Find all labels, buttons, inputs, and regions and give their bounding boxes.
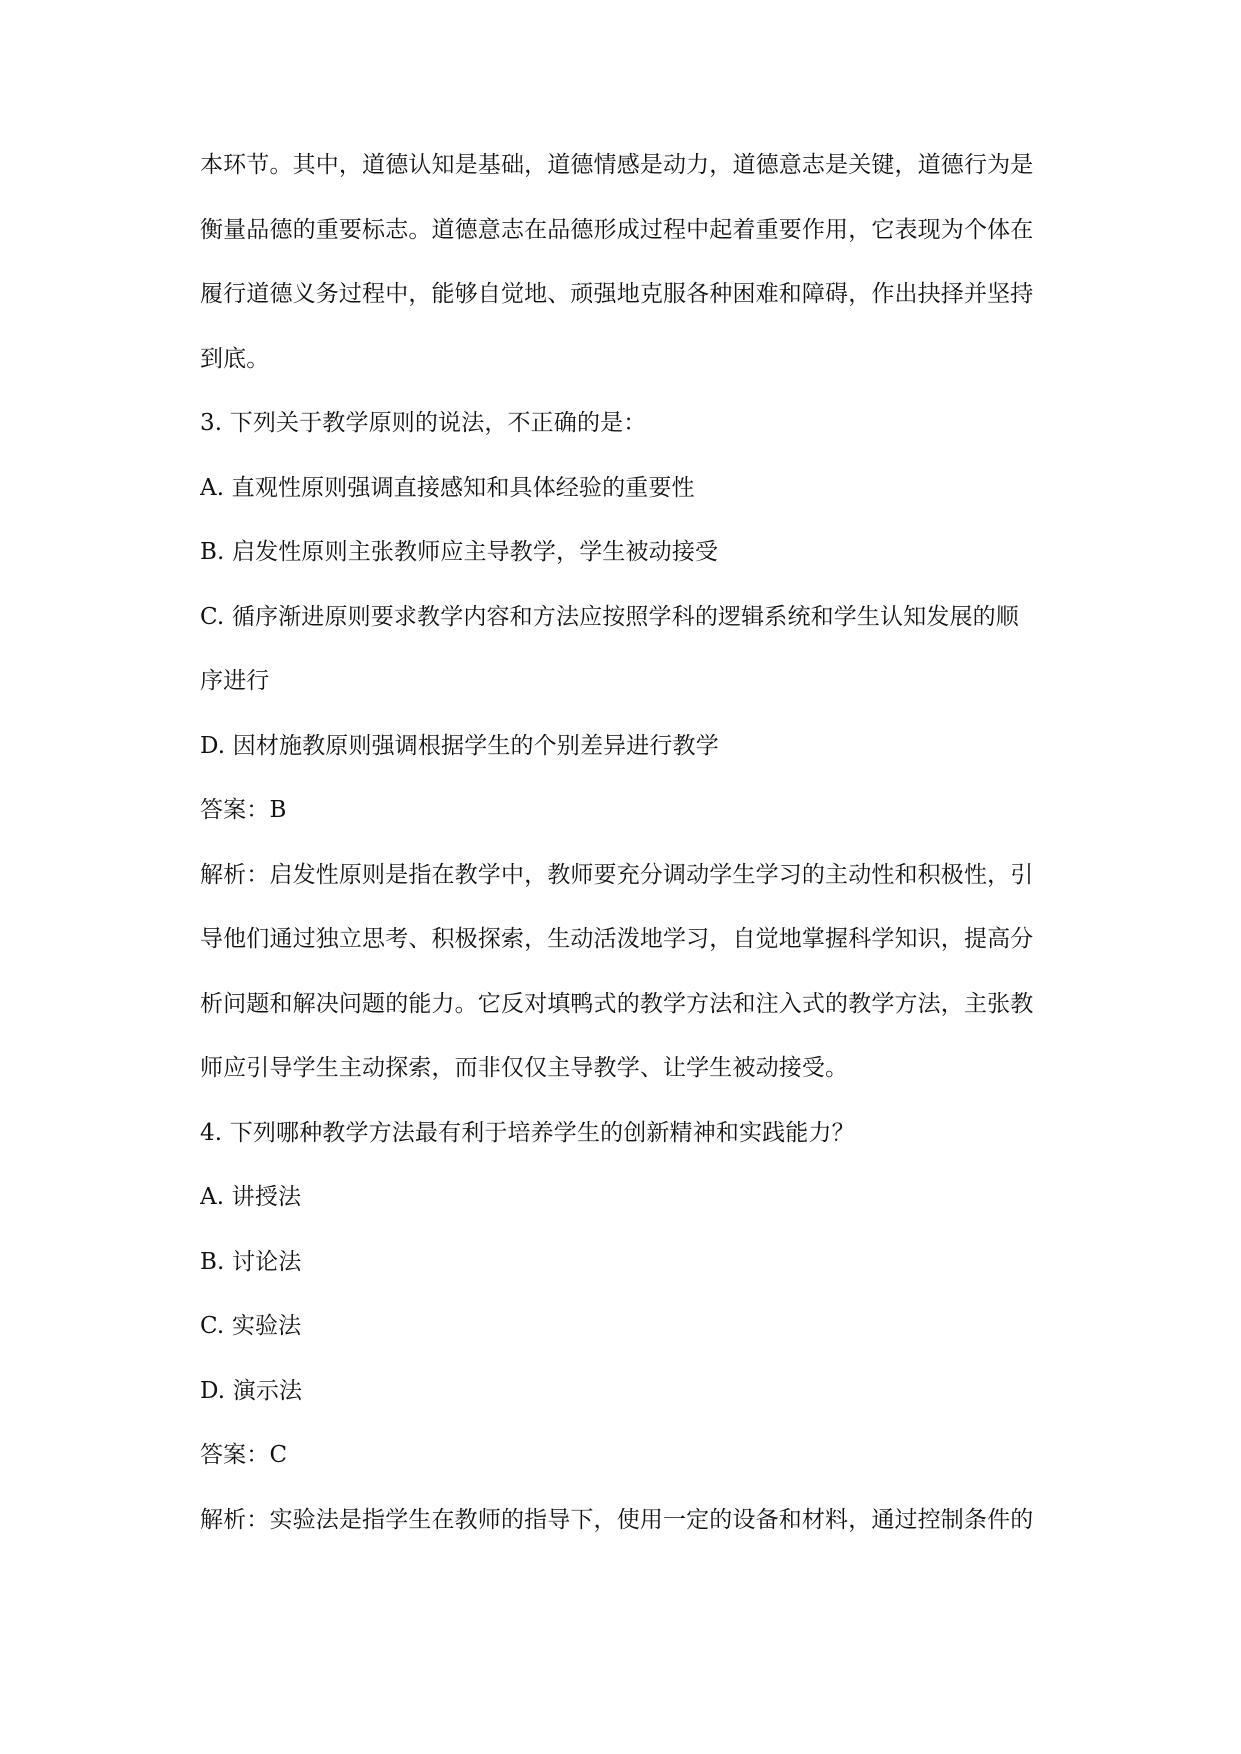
question-3-explanation-line: 导他们通过独立思考、积极探索，生动活泼地学习，自觉地掌握科学知识，提高分 <box>200 926 1034 952</box>
question-4-option-d: D. 演示法 <box>200 1377 303 1404</box>
paragraph-line: 履行道德义务过程中，能够自觉地、顽强地克服各种困难和障碍，作出抉择并坚持 <box>200 281 1034 307</box>
question-3-option-b: B. 启发性原则主张教师应主导教学，学生被动接受 <box>200 539 719 565</box>
question-3-option-c-continued: 序进行 <box>200 668 270 694</box>
question-3-option-c: C. 循序渐进原则要求教学内容和方法应按照学科的逻辑系统和学生认知发展的顺 <box>200 603 1019 630</box>
question-3-option-a: A. 直观性原则强调直接感知和具体经验的重要性 <box>200 474 695 501</box>
question-3-stem: 3. 下列关于教学原则的说法，不正确的是： <box>200 410 647 436</box>
paragraph-line: 到底。 <box>200 345 270 372</box>
question-3-explanation-line: 析问题和解决问题的能力。它反对填鸭式的教学方法和注入式的教学方法，主张教 <box>200 990 1034 1017</box>
question-3-option-d: D. 因材施教原则强调根据学生的个别差异进行教学 <box>200 732 719 759</box>
question-3-explanation-line: 解析：启发性原则是指在教学中，教师要充分调动学生学习的主动性和积极性，引 <box>200 861 1034 888</box>
question-4-stem: 4. 下列哪种教学方法最有利于培养学生的创新精神和实践能力？ <box>200 1119 855 1146</box>
question-4-option-b: B. 讨论法 <box>200 1248 302 1275</box>
paragraph-line: 衡量品德的重要标志。道德意志在品德形成过程中起着重要作用，它表现为个体在 <box>200 216 1034 243</box>
document-body <box>200 143 1090 1562</box>
question-3-explanation-line: 师应引导学生主动探索，而非仅仅主导教学、让学生被动接受。 <box>200 1055 849 1081</box>
question-4-option-a: A. 讲授法 <box>200 1184 302 1210</box>
paragraph-line: 本环节。其中，道德认知是基础，道德情感是动力，道德意志是关键，道德行为是 <box>200 152 1034 178</box>
question-4-answer: 答案：C <box>200 1442 288 1468</box>
question-3-answer: 答案：B <box>200 797 287 823</box>
question-4-option-c: C. 实验法 <box>200 1313 302 1339</box>
question-4-explanation-line: 解析：实验法是指学生在教师的指导下，使用一定的设备和材料，通过控制条件的 <box>200 1506 1034 1533</box>
